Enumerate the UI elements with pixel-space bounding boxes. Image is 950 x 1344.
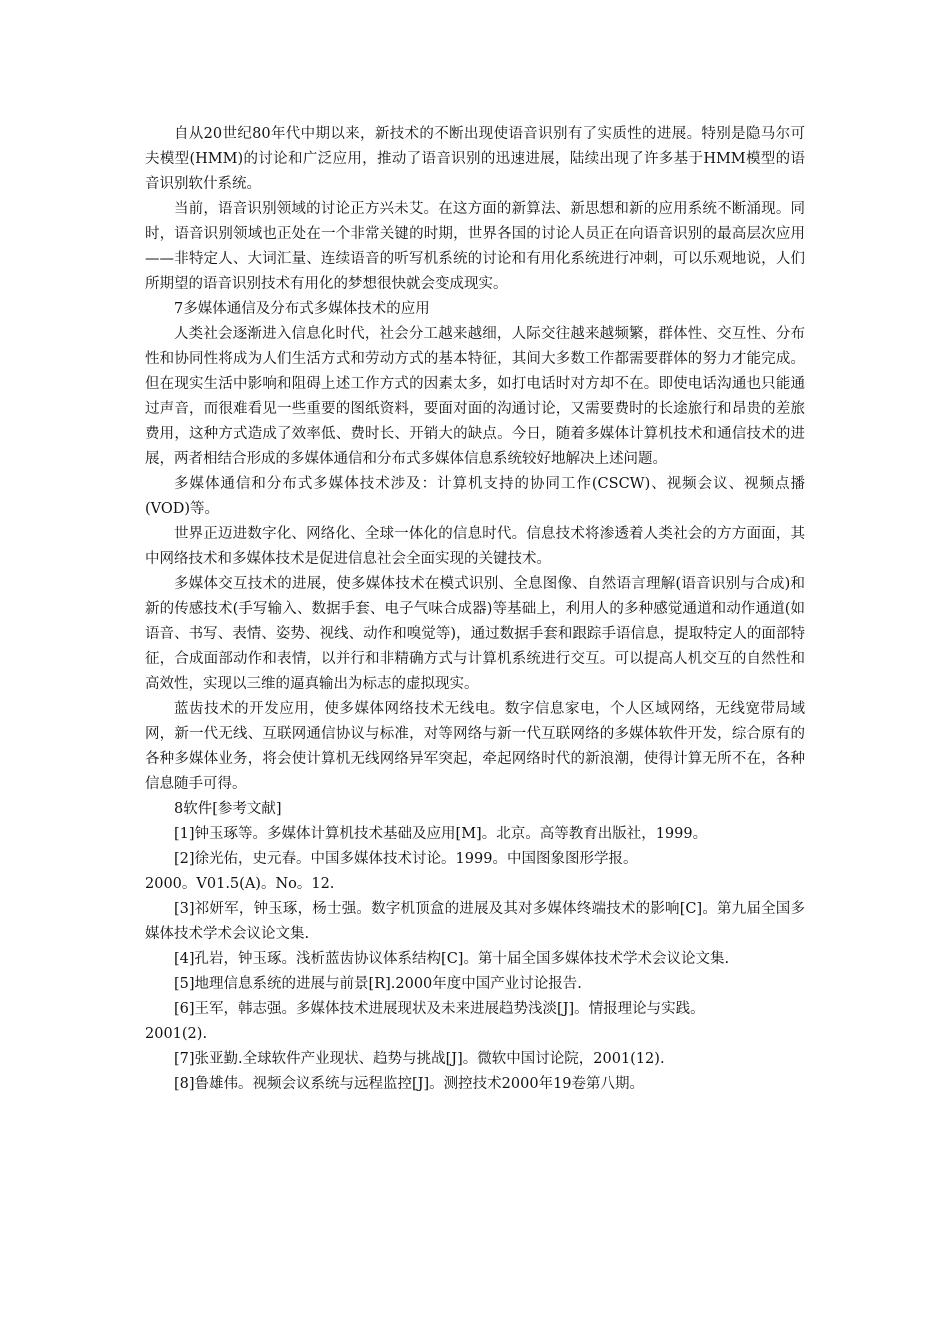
paragraph-digital-era: 世界正迈进数字化、网络化、全球一体化的信息时代。信息技术将渗透着人类社会的方方面面，其中网络技术和多媒体技术是促进信息社会全面实现的关键技术。 [145,526,805,567]
paragraph-interaction-technology: 多媒体交互技术的进展，使多媒体技术在模式识别、全息图像、自然语言理解(语音识别与合成)和新的传感技术(手写输入、数据手套、电子气味合成器)等基础上，利用人的多种感觉通道和动作通道(如语音、书写、表情、姿势、视线、动作和嗅觉等)，通过数据手套和跟踪手语信息，提取特定人的面部特征，合成面部动作和表情，以并行和非精确方式与计算机系统进行交互。可以提高人机交互的自然性和高效性，实现以三维的逼真输出为标志的虚拟现实。 [145,576,805,692]
reference-item-continuation: 2000。V01.5(A)。No。12. [145,876,335,892]
reference-item: [5]地理信息系统的进展与前景[R].2000年度中国产业讨论报告. [174,976,582,992]
reference-item: [4]孔岩，钟玉琢。浅析蓝齿协议体系结构[C]。第十届全国多媒体技术学术会议论文集. [174,951,730,967]
paragraph-speech-recognition-history: 自从20世纪80年代中期以来，新技术的不断出现使语音识别有了实质性的进展。特别是隐马尔可夫模型(HMM)的讨论和广泛应用，推动了语音识别的迅速进展，陆续出现了许多基于HMM模型的语音识别软什系统。 [145,126,805,192]
section-heading-7: 7多媒体通信及分布式多媒体技术的应用 [174,301,430,317]
reference-item: [8]鲁雄伟。视频会议系统与远程监控[J]。测控技术2000年19卷第八期。 [174,1076,645,1092]
reference-item: [6]王军，韩志强。多媒体技术进展现状及未来进展趋势浅淡[J]。情报理论与实践。 [174,1001,705,1017]
document-body [145,122,805,1097]
paragraph-bluetooth: 蓝齿技术的开发应用，使多媒体网络技术无线电。数字信息家电，个人区域网络，无线宽带局域网，新一代无线、互联网通信协议与标准，对等网络与新一代互联网络的多媒体软件开发，综合原有的各种多媒体业务，将会使计算机无线网络异军突起，牵起网络时代的新浪潮，使得计算无所不在，各种信息随手可得。 [145,701,805,792]
section-heading-8-references: 8软件[参考文献] [174,801,282,817]
reference-item: [3]祁妍军，钟玉琢，杨士强。数字机顶盒的进展及其对多媒体终端技术的影响[C]。第九届全国多媒体技术学术会议论文集. [145,901,805,942]
reference-item-continuation: 2001(2). [145,1026,208,1042]
reference-item: [1]钟玉琢等。多媒体计算机技术基础及应用[M]。北京。高等教育出版社，1999。 [174,826,708,842]
reference-item: [2]徐光佑，史元春。中国多媒体技术讨论。1999。中国图象图形学报。 [174,851,638,867]
reference-item: [7]张亚勤.全球软件产业现状、趋势与挑战[J]。微软中国讨论院，2001(12). [174,1051,665,1067]
paragraph-speech-recognition-current: 当前，语音识别领域的讨论正方兴未艾。在这方面的新算法、新思想和新的应用系统不断涌现。同时，语音识别领域也正处在一个非常关键的时期，世界各国的讨论人员正在向语音识别的最高层次应用——非特定人、大词汇量、连续语音的听写机系统的讨论和有用化系统进行冲刺，可以乐观地说，人们所期望的语音识别技术有用化的梦想很快就会变成现实。 [145,201,805,292]
paragraph-information-society: 人类社会逐渐进入信息化时代，社会分工越来越细，人际交往越来越频繁，群体性、交互性、分布性和协同性将成为人们生活方式和劳动方式的基本特征，其间大多数工作都需要群体的努力才能完成。但在现实生活中影响和阻碍上述工作方式的因素太多，如打电话时对方却不在。即使电话沟通也只能通过声音，而很难看见一些重要的图纸资料，要面对面的沟通讨论，又需要费时的长途旅行和昂贵的差旅费用，这种方式造成了效率低、费时长、开销大的缺点。今日，随着多媒体计算机技术和通信技术的进展，两者相结合形成的多媒体通信和分布式多媒体信息系统较好地解决上述问题。 [145,326,805,467]
paragraph-multimedia-communication-scope: 多媒体通信和分布式多媒体技术涉及：计算机支持的协同工作(CSCW)、视频会议、视频点播(VOD)等。 [145,476,805,517]
